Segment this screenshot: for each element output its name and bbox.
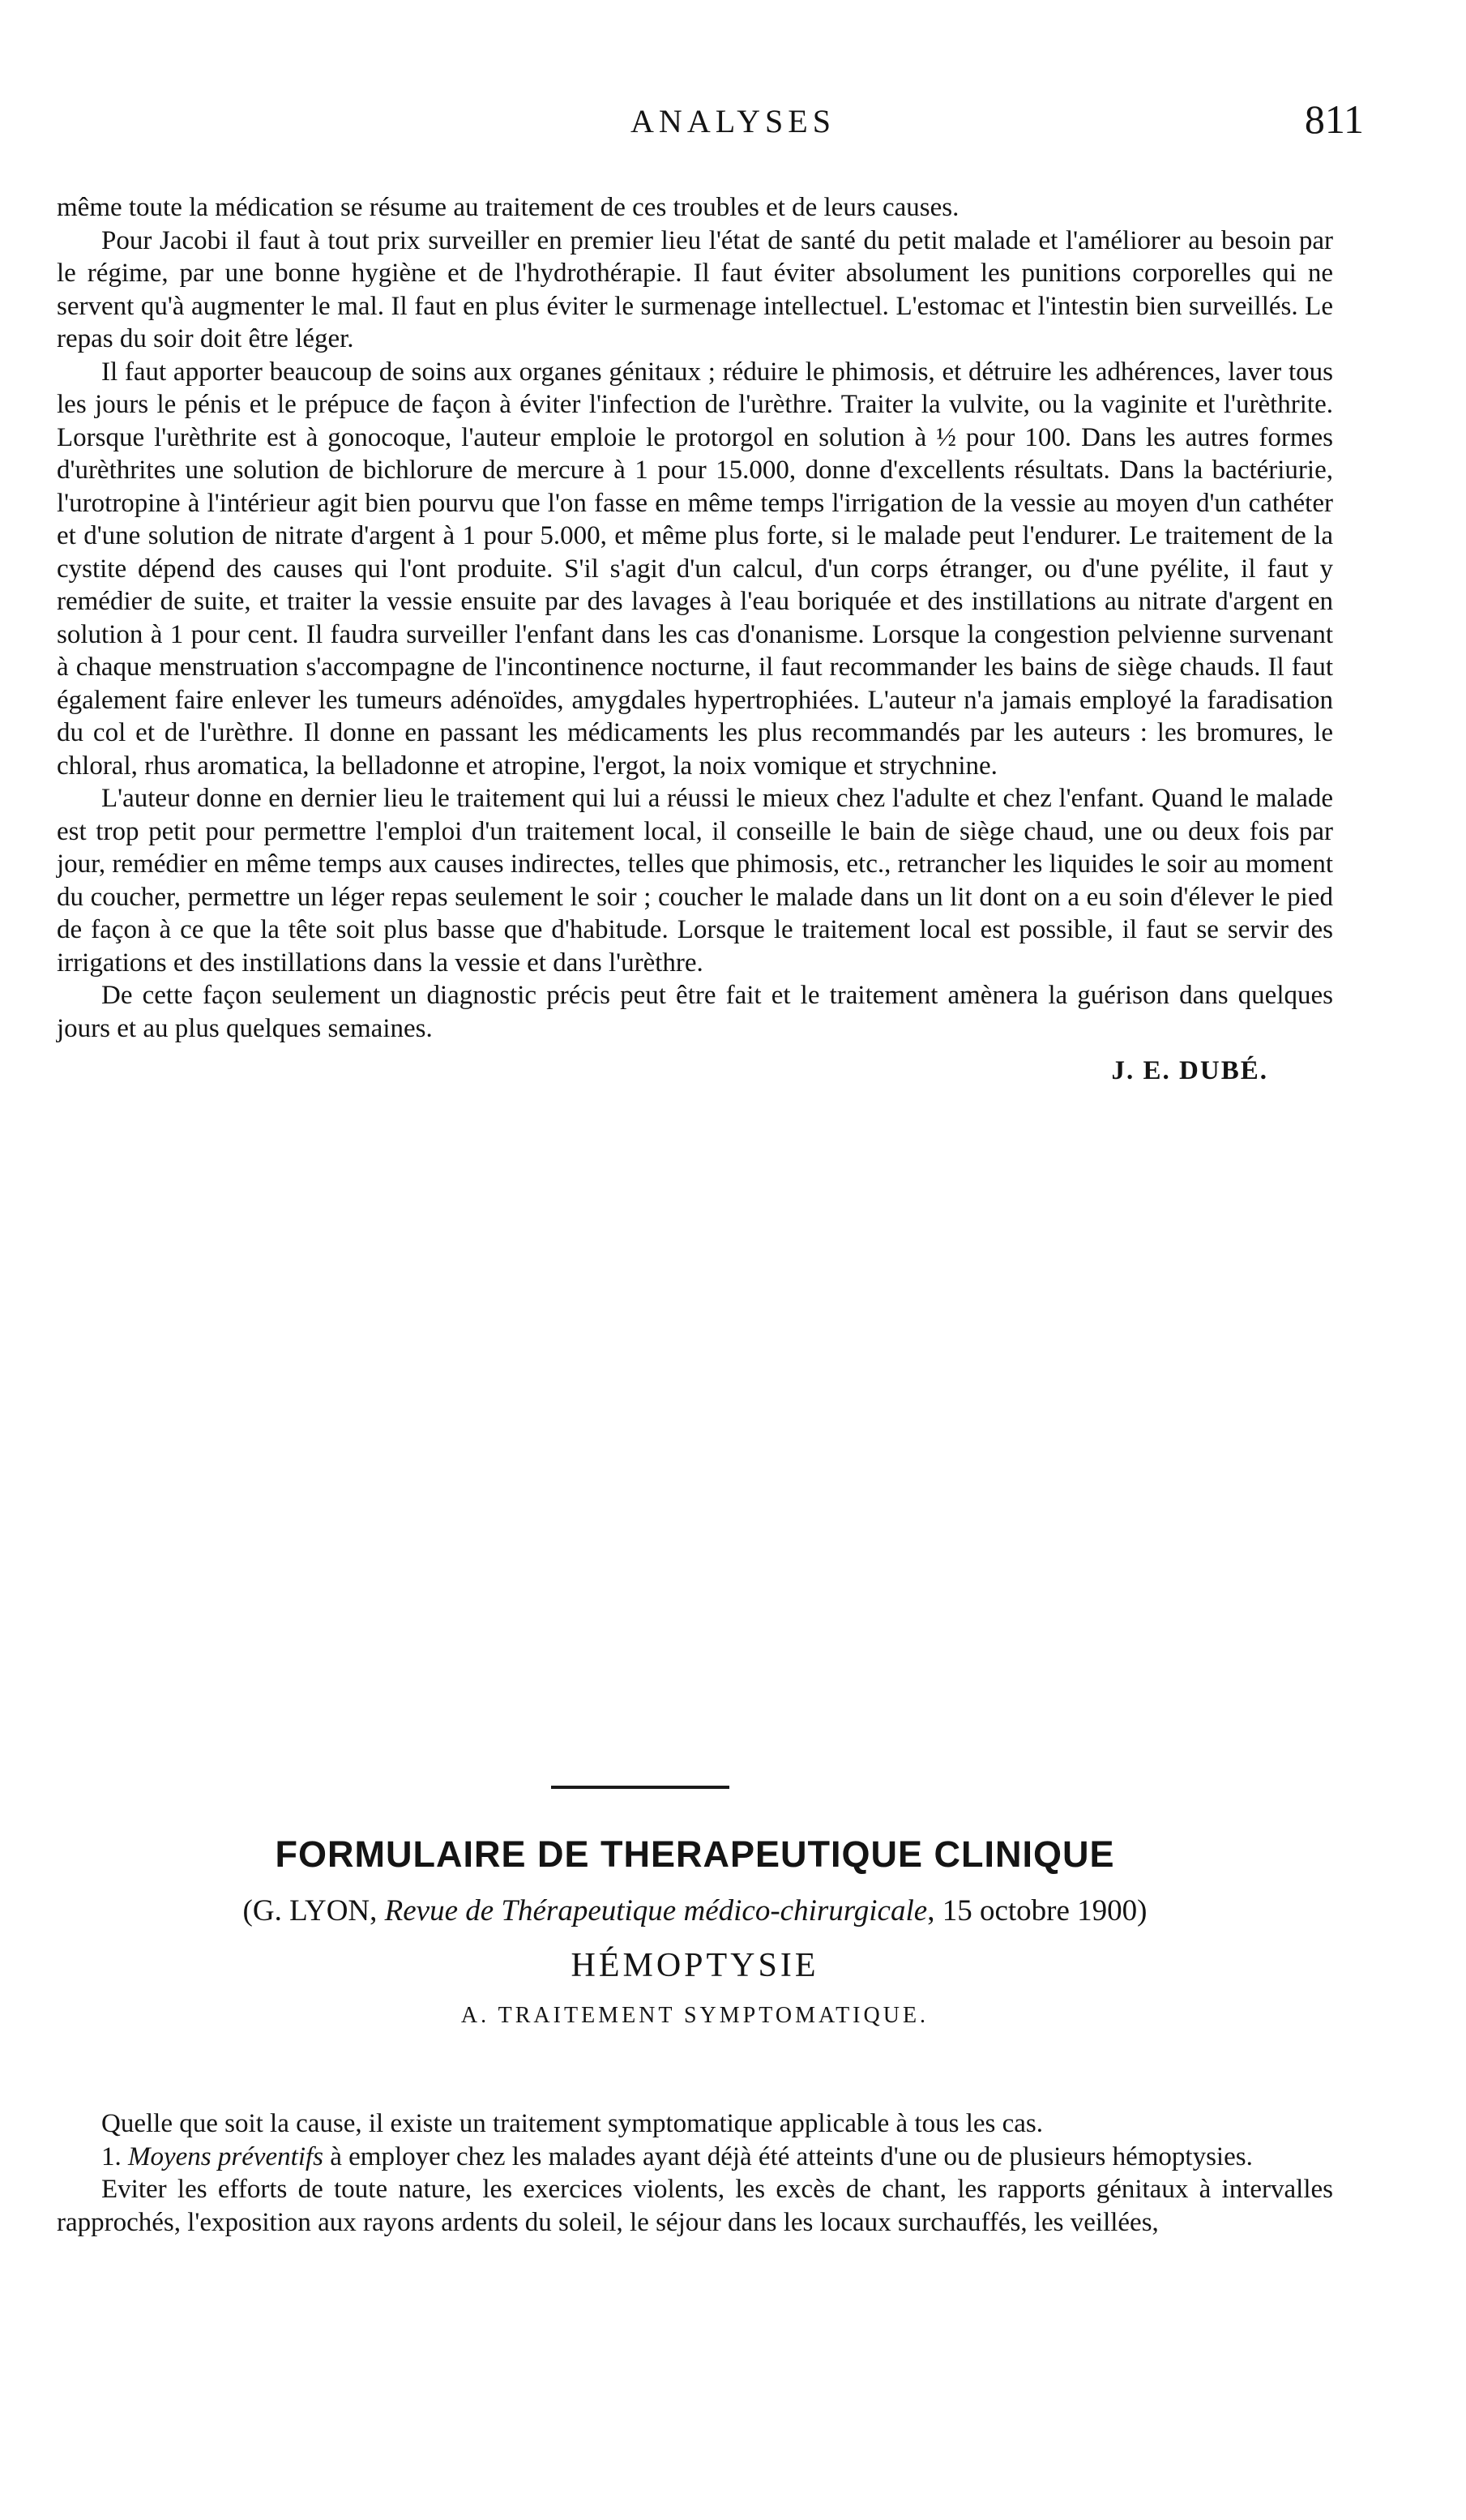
paragraph: Il faut apporter beaucoup de soins aux organes génitaux ; réduire le phimosis, et détruire les adhérences, laver tous les jours le pénis et le prépuce de façon à éviter l'infection de l'urèthre. Traiter la vulvite, ou la vaginite et l'urèthrite. Lorsque l'urèthrite est à gonocoque, l'auteur emploie le protorgol en solution à ½ pour 100. Dans les autres formes d'urèthrites une solution de bichlorure de mercure à 1 pour 15.000, donne d'excellents résultats. Dans la bactériurie, l'urotropine à l'intérieur agit bien pourvu que l'on fasse en même temps l'irrigation de la vessie au moyen d'un cathéter et d'une solution de nitrate d'argent à 1 pour 5.000, et même plus forte, si le malade peut l'endurer. Le traitement de la cystite dépend des causes qui l'ont produite. S'il s'agit d'un calcul, d'un corps étranger, ou d'une pyélite, il faut y remédier de suite, et traiter la vessie ensuite par des lavages à l'eau boriquée et des instillations au nitrate d'argent en solution à 1 pour cent. Il faudra surveiller l'enfant dans les cas d'onanisme. Lorsque la congestion pelvienne survenant à chaque menstruation s'accompagne de l'incontinence nocturne, il faut recommander les bains de siège chauds. Il faut également faire enlever les tumeurs adénoïdes, amygdales hypertrophiées. L'auteur n'a jamais employé la faradisation du col et de l'urèthre. Il donne en passant les médicaments les plus recommandés par les auteurs : les bromures, le chloral, rhus aromatica, la belladonne et atropine, l'ergot, la noix vomique et strychnine. <box>57 357 1333 781</box>
paragraph: même toute la médication se résume au traitement de ces troubles et de leurs causes. <box>57 193 960 222</box>
section-body <box>57 2107 1333 2239</box>
paragraph <box>57 2141 1333 2174</box>
list-number: 1. <box>101 2141 128 2171</box>
paragraph: L'auteur donne en dernier lieu le traitement qui lui a réussi le mieux chez l'adulte et chez l'enfant. Quand le malade est trop petit pour permettre l'emploi d'un traitement local, il conseille le bain de siège chaud, une ou deux fois par jour, remédier en même temps aux causes indirectes, telles que phimosis, etc., retrancher les liquides le soir au moment du coucher, permettre un léger repas seulement le soir ; coucher le malade dans un lit dont on a eu soin d'élever le pied de façon à ce que la tête soit plus basse que d'habitude. Lorsque le traitement local est possible, il faut se servir des irrigations et des instillations dans la vessie et dans l'urèthre. <box>57 784 1333 978</box>
paragraph: Quelle que soit la cause, il existe un traitement symptomatique applicable à tous les cas. <box>101 2109 1043 2138</box>
list-text: à employer chez les malades ayant déjà été atteints d'une ou de plusieurs hémoptysies. <box>323 2141 1253 2171</box>
section-header <box>57 1833 1333 2029</box>
paragraph: Eviter les efforts de toute nature, les exercices violents, les excès de chant, les rapports génitaux à intervalles rapprochés, l'exposition aux rayons ardents du soleil, le séjour dans les locaux surchauffés, les veillées, <box>57 2175 1333 2237</box>
source-author: (G. LYON, <box>242 1894 385 1927</box>
paragraph: Pour Jacobi il faut à tout prix surveiller en premier lieu l'état de santé du petit malade et l'améliorer au besoin par le régime, par une bonne hygiène et de l'hydrothérapie. Il faut éviter absolument les punitions corporelles qui ne servent qu'à augmenter le mal. Il faut en plus éviter le surmenage intellectuel. L'estomac et l'intestin bien surveillés. Le repas du soir doit être léger. <box>57 225 1333 353</box>
section-title: FORMULAIRE DE THERAPEUTIQUE CLINIQUE <box>275 1833 1115 1875</box>
section-subheading: A. TRAITEMENT SYMPTOMATIQUE. <box>460 2003 930 2028</box>
author-signature: J. E. DUBÉ. <box>1111 1056 1268 1085</box>
running-head-title: ANALYSES <box>630 103 836 139</box>
section-divider <box>551 1786 729 1789</box>
list-term: Moyens préventifs <box>128 2141 324 2171</box>
section-source <box>57 1893 1333 1928</box>
source-date: , 15 octobre 1900) <box>927 1894 1148 1927</box>
article-body <box>57 191 1333 1088</box>
running-head <box>0 96 1466 160</box>
section-heading: HÉMOPTYSIE <box>571 1947 819 1984</box>
page-number: 811 <box>1304 96 1364 142</box>
source-journal: Revue de Thérapeutique médico-chirurgicale <box>384 1894 928 1927</box>
paragraph: De cette façon seulement un diagnostic précis peut être fait et le traitement amènera la guérison dans quelques jours et au plus quelques semaines. <box>57 981 1333 1043</box>
